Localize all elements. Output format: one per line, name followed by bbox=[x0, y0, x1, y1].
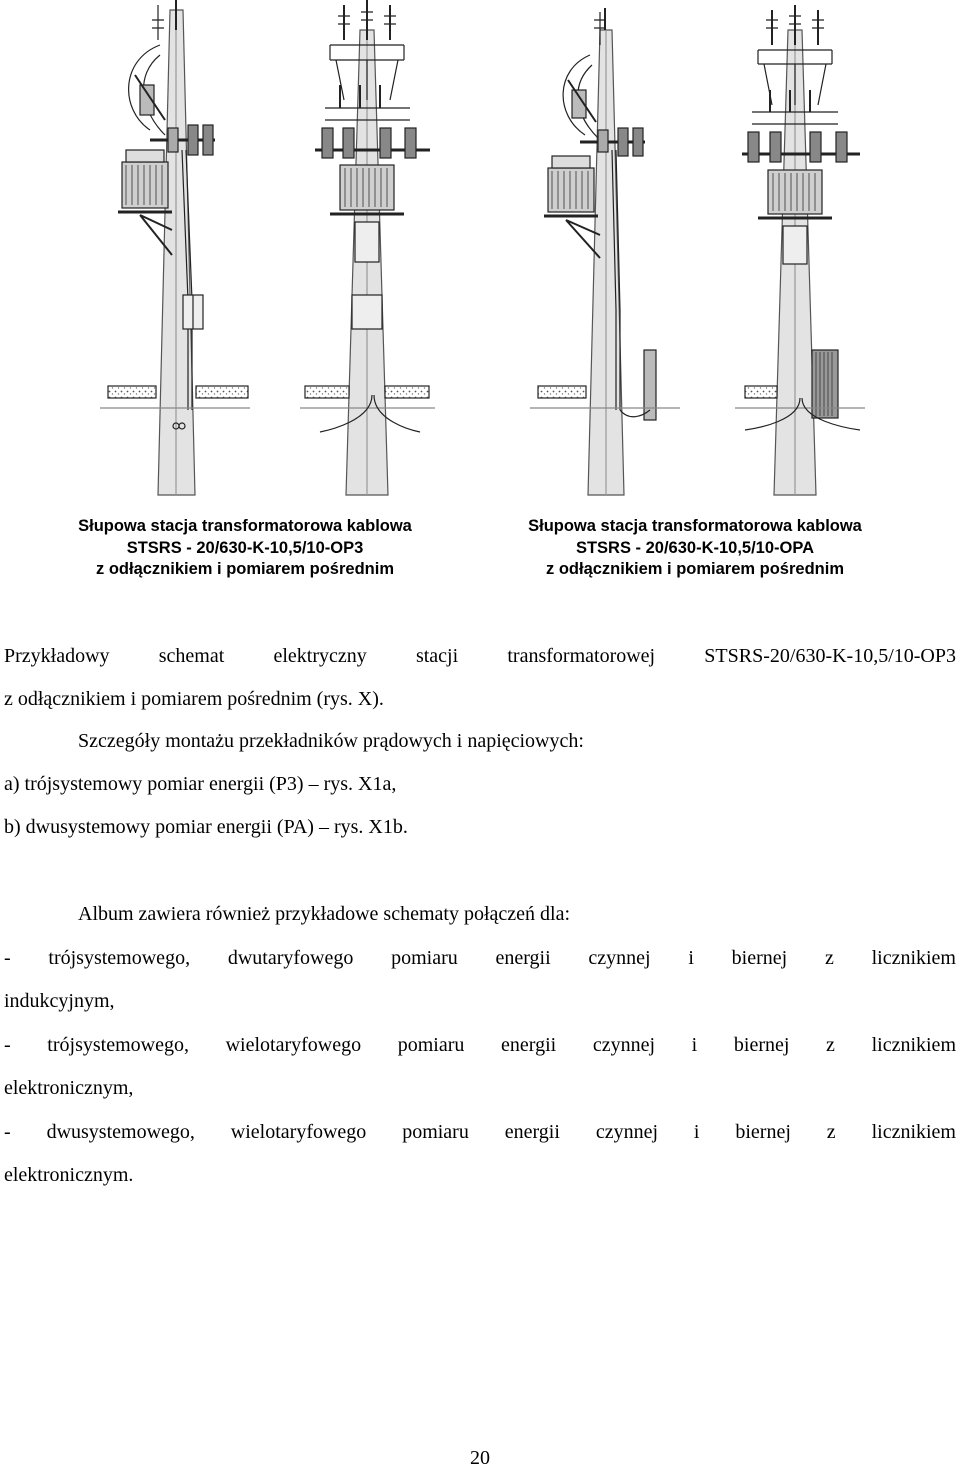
paragraph-1-line-1: Przykładowy schemat elektryczny stacji transformatorowej STSRS-20/630-K-10,5/10-OP3 bbox=[4, 645, 956, 667]
list-item-1-line-2: indukcyjnym, bbox=[4, 990, 115, 1012]
list-item-3-line-1: - dwusystemowego, wielotaryfowego pomiaru energii czynnej i biernej z licznikiem bbox=[4, 1121, 956, 1143]
list-item-1-line-1: - trójsystemowego, dwutaryfowego pomiaru energii czynnej i biernej z licznikiem bbox=[4, 947, 956, 969]
paragraph-1-line-2: z odłącznikiem i pomiarem pośrednim (rys. X). bbox=[4, 688, 384, 710]
left-caption-line-3: z odłącznikiem i pomiarem pośrednim bbox=[96, 560, 394, 578]
left-caption-line-2: STSRS - 20/630-K-10,5/10-OP3 bbox=[126, 538, 364, 557]
right-caption-line-1: Słupowa stacja transformatorowa kablowa bbox=[528, 517, 862, 535]
right-caption-line-3: z odłącznikiem i pomiarem pośrednim bbox=[546, 560, 844, 578]
list-item-2-line-2: elektronicznym, bbox=[4, 1077, 134, 1099]
paragraph-1-line-5: b) dwusystemowy pomiar energii (PA) – rys. X1b. bbox=[4, 816, 408, 838]
list-item-3-line-2: elektronicznym. bbox=[4, 1164, 134, 1186]
list-item-2-line-1: - trójsystemowego, wielotaryfowego pomiaru energii czynnej i biernej z licznikiem bbox=[4, 1034, 956, 1056]
paragraph-2-intro: Album zawiera również przykładowe schematy połączeń dla: bbox=[78, 903, 571, 925]
left-caption-line-1: Słupowa stacja transformatorowa kablowa bbox=[78, 517, 412, 535]
paragraph-1-line-4: a) trójsystemowy pomiar energii (P3) – rys. X1a, bbox=[4, 773, 397, 795]
right-caption-line-2: STSRS - 20/630-K-10,5/10-OPA bbox=[575, 538, 815, 557]
paragraph-1-line-3: Szczegóły montażu przekładników prądowych i napięciowych: bbox=[78, 730, 584, 752]
page-number: 20 bbox=[470, 1447, 490, 1469]
body-text bbox=[4, 0, 956, 1472]
